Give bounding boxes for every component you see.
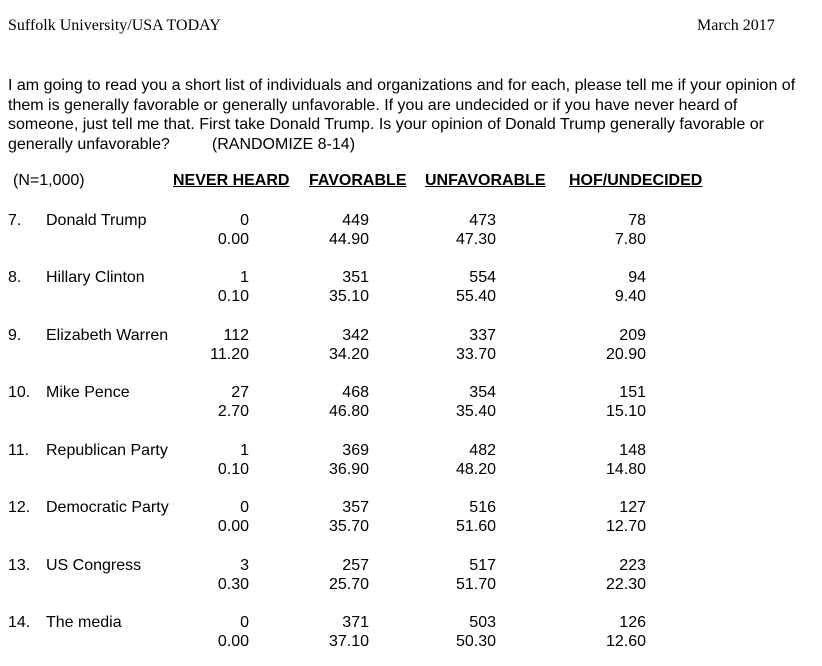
unfavorable-percent: 33.70 bbox=[455, 346, 496, 363]
favorable-percent: 37.10 bbox=[328, 633, 369, 650]
question-number: 12. bbox=[8, 499, 31, 516]
question-body: I am going to read you a short list of individuals and organizations and for each, please tell me if your opinion of them is generally favorable or generally unfavorable. If you are undecided or if you have never heard of someone, just tell me that. First take Donald Trump. Is your opinion of Donald Trump generally favorable or generally unfavorable? bbox=[8, 77, 796, 153]
sample-size-label: (N=1,000) bbox=[13, 172, 85, 189]
question-number: 14. bbox=[8, 614, 31, 631]
unfavorable-percent: 50.30 bbox=[455, 633, 496, 650]
subject-name: Democratic Party bbox=[46, 499, 169, 516]
column-header-hof-undecided: HOF/UNDECIDED bbox=[569, 172, 703, 189]
table-row bbox=[0, 211, 822, 251]
never-heard-percent: 0.10 bbox=[217, 461, 249, 478]
subject-name: Mike Pence bbox=[46, 384, 130, 401]
question-number: 11. bbox=[8, 442, 30, 459]
hof-undecided-count: 209 bbox=[619, 327, 646, 344]
favorable-percent: 35.10 bbox=[328, 288, 369, 305]
favorable-count: 449 bbox=[342, 212, 369, 229]
never-heard-count: 3 bbox=[240, 557, 249, 574]
hof-undecided-percent: 12.60 bbox=[605, 633, 646, 650]
unfavorable-count: 554 bbox=[469, 269, 496, 286]
unfavorable-count: 354 bbox=[469, 384, 496, 401]
hof-undecided-percent: 9.40 bbox=[614, 288, 646, 305]
favorable-count: 369 bbox=[342, 442, 369, 459]
column-header-unfavorable: UNFAVORABLE bbox=[425, 172, 546, 189]
favorable-count: 342 bbox=[342, 327, 369, 344]
hof-undecided-count: 94 bbox=[628, 269, 646, 286]
favorable-count: 257 bbox=[342, 557, 369, 574]
favorable-count: 468 bbox=[342, 384, 369, 401]
favorable-percent: 44.90 bbox=[328, 231, 369, 248]
subject-name: US Congress bbox=[46, 557, 142, 574]
subject-name: Elizabeth Warren bbox=[46, 327, 169, 344]
hof-undecided-percent: 14.80 bbox=[605, 461, 646, 478]
never-heard-percent: 0.00 bbox=[217, 518, 249, 535]
hof-undecided-count: 127 bbox=[619, 499, 646, 516]
hof-undecided-count: 148 bbox=[619, 442, 646, 459]
never-heard-percent: 0.00 bbox=[217, 231, 249, 248]
question-text bbox=[8, 76, 808, 154]
never-heard-count: 1 bbox=[240, 442, 249, 459]
question-number: 8. bbox=[8, 269, 22, 286]
favorable-percent: 36.90 bbox=[328, 461, 369, 478]
column-header-favorable: FAVORABLE bbox=[309, 172, 407, 189]
unfavorable-percent: 55.40 bbox=[455, 288, 496, 305]
never-heard-percent: 0.30 bbox=[217, 576, 249, 593]
unfavorable-count: 517 bbox=[469, 557, 496, 574]
never-heard-count: 0 bbox=[240, 212, 249, 229]
never-heard-percent: 0.00 bbox=[217, 633, 249, 650]
unfavorable-count: 482 bbox=[469, 442, 496, 459]
hof-undecided-percent: 7.80 bbox=[614, 231, 646, 248]
table-row bbox=[0, 441, 822, 481]
table-row bbox=[0, 613, 822, 653]
unfavorable-count: 337 bbox=[469, 327, 496, 344]
hof-undecided-percent: 15.10 bbox=[605, 403, 646, 420]
hof-undecided-count: 223 bbox=[619, 557, 646, 574]
unfavorable-percent: 48.20 bbox=[455, 461, 496, 478]
subject-name: Republican Party bbox=[46, 442, 168, 459]
question-number: 10. bbox=[8, 384, 31, 401]
randomize-instruction: (RANDOMIZE 8-14) bbox=[211, 135, 356, 153]
subject-name: The media bbox=[46, 614, 122, 631]
unfavorable-percent: 47.30 bbox=[455, 231, 496, 248]
unfavorable-count: 473 bbox=[469, 212, 496, 229]
hof-undecided-percent: 12.70 bbox=[605, 518, 646, 535]
unfavorable-count: 516 bbox=[469, 499, 496, 516]
favorable-count: 371 bbox=[342, 614, 369, 631]
subject-name: Hillary Clinton bbox=[46, 269, 145, 286]
favorable-percent: 46.80 bbox=[328, 403, 369, 420]
unfavorable-percent: 51.70 bbox=[455, 576, 496, 593]
question-number: 7. bbox=[8, 212, 22, 229]
survey-date: March 2017 bbox=[697, 17, 775, 34]
never-heard-percent: 2.70 bbox=[217, 403, 249, 420]
hof-undecided-percent: 20.90 bbox=[605, 346, 646, 363]
never-heard-percent: 11.20 bbox=[210, 346, 249, 363]
subject-name: Donald Trump bbox=[46, 212, 147, 229]
question-number: 13. bbox=[8, 557, 31, 574]
hof-undecided-percent: 22.30 bbox=[605, 576, 646, 593]
column-header-never-heard: NEVER HEARD bbox=[173, 172, 290, 189]
never-heard-count: 0 bbox=[240, 614, 249, 631]
never-heard-count: 0 bbox=[240, 499, 249, 516]
favorable-count: 351 bbox=[342, 269, 369, 286]
hof-undecided-count: 151 bbox=[619, 384, 646, 401]
table-row bbox=[0, 326, 822, 366]
unfavorable-count: 503 bbox=[469, 614, 496, 631]
unfavorable-percent: 51.60 bbox=[455, 518, 496, 535]
table-row bbox=[0, 498, 822, 538]
survey-source: Suffolk University/USA TODAY bbox=[8, 17, 221, 34]
never-heard-count: 112 bbox=[223, 327, 249, 344]
favorable-percent: 34.20 bbox=[328, 346, 369, 363]
never-heard-count: 1 bbox=[240, 269, 249, 286]
never-heard-percent: 0.10 bbox=[217, 288, 249, 305]
favorable-count: 357 bbox=[342, 499, 369, 516]
table-row bbox=[0, 268, 822, 308]
never-heard-count: 27 bbox=[231, 384, 249, 401]
question-number: 9. bbox=[8, 327, 22, 344]
hof-undecided-count: 126 bbox=[619, 614, 646, 631]
hof-undecided-count: 78 bbox=[628, 212, 646, 229]
table-row bbox=[0, 383, 822, 423]
favorable-percent: 25.70 bbox=[328, 576, 369, 593]
table-row bbox=[0, 556, 822, 596]
favorable-percent: 35.70 bbox=[328, 518, 369, 535]
unfavorable-percent: 35.40 bbox=[455, 403, 496, 420]
